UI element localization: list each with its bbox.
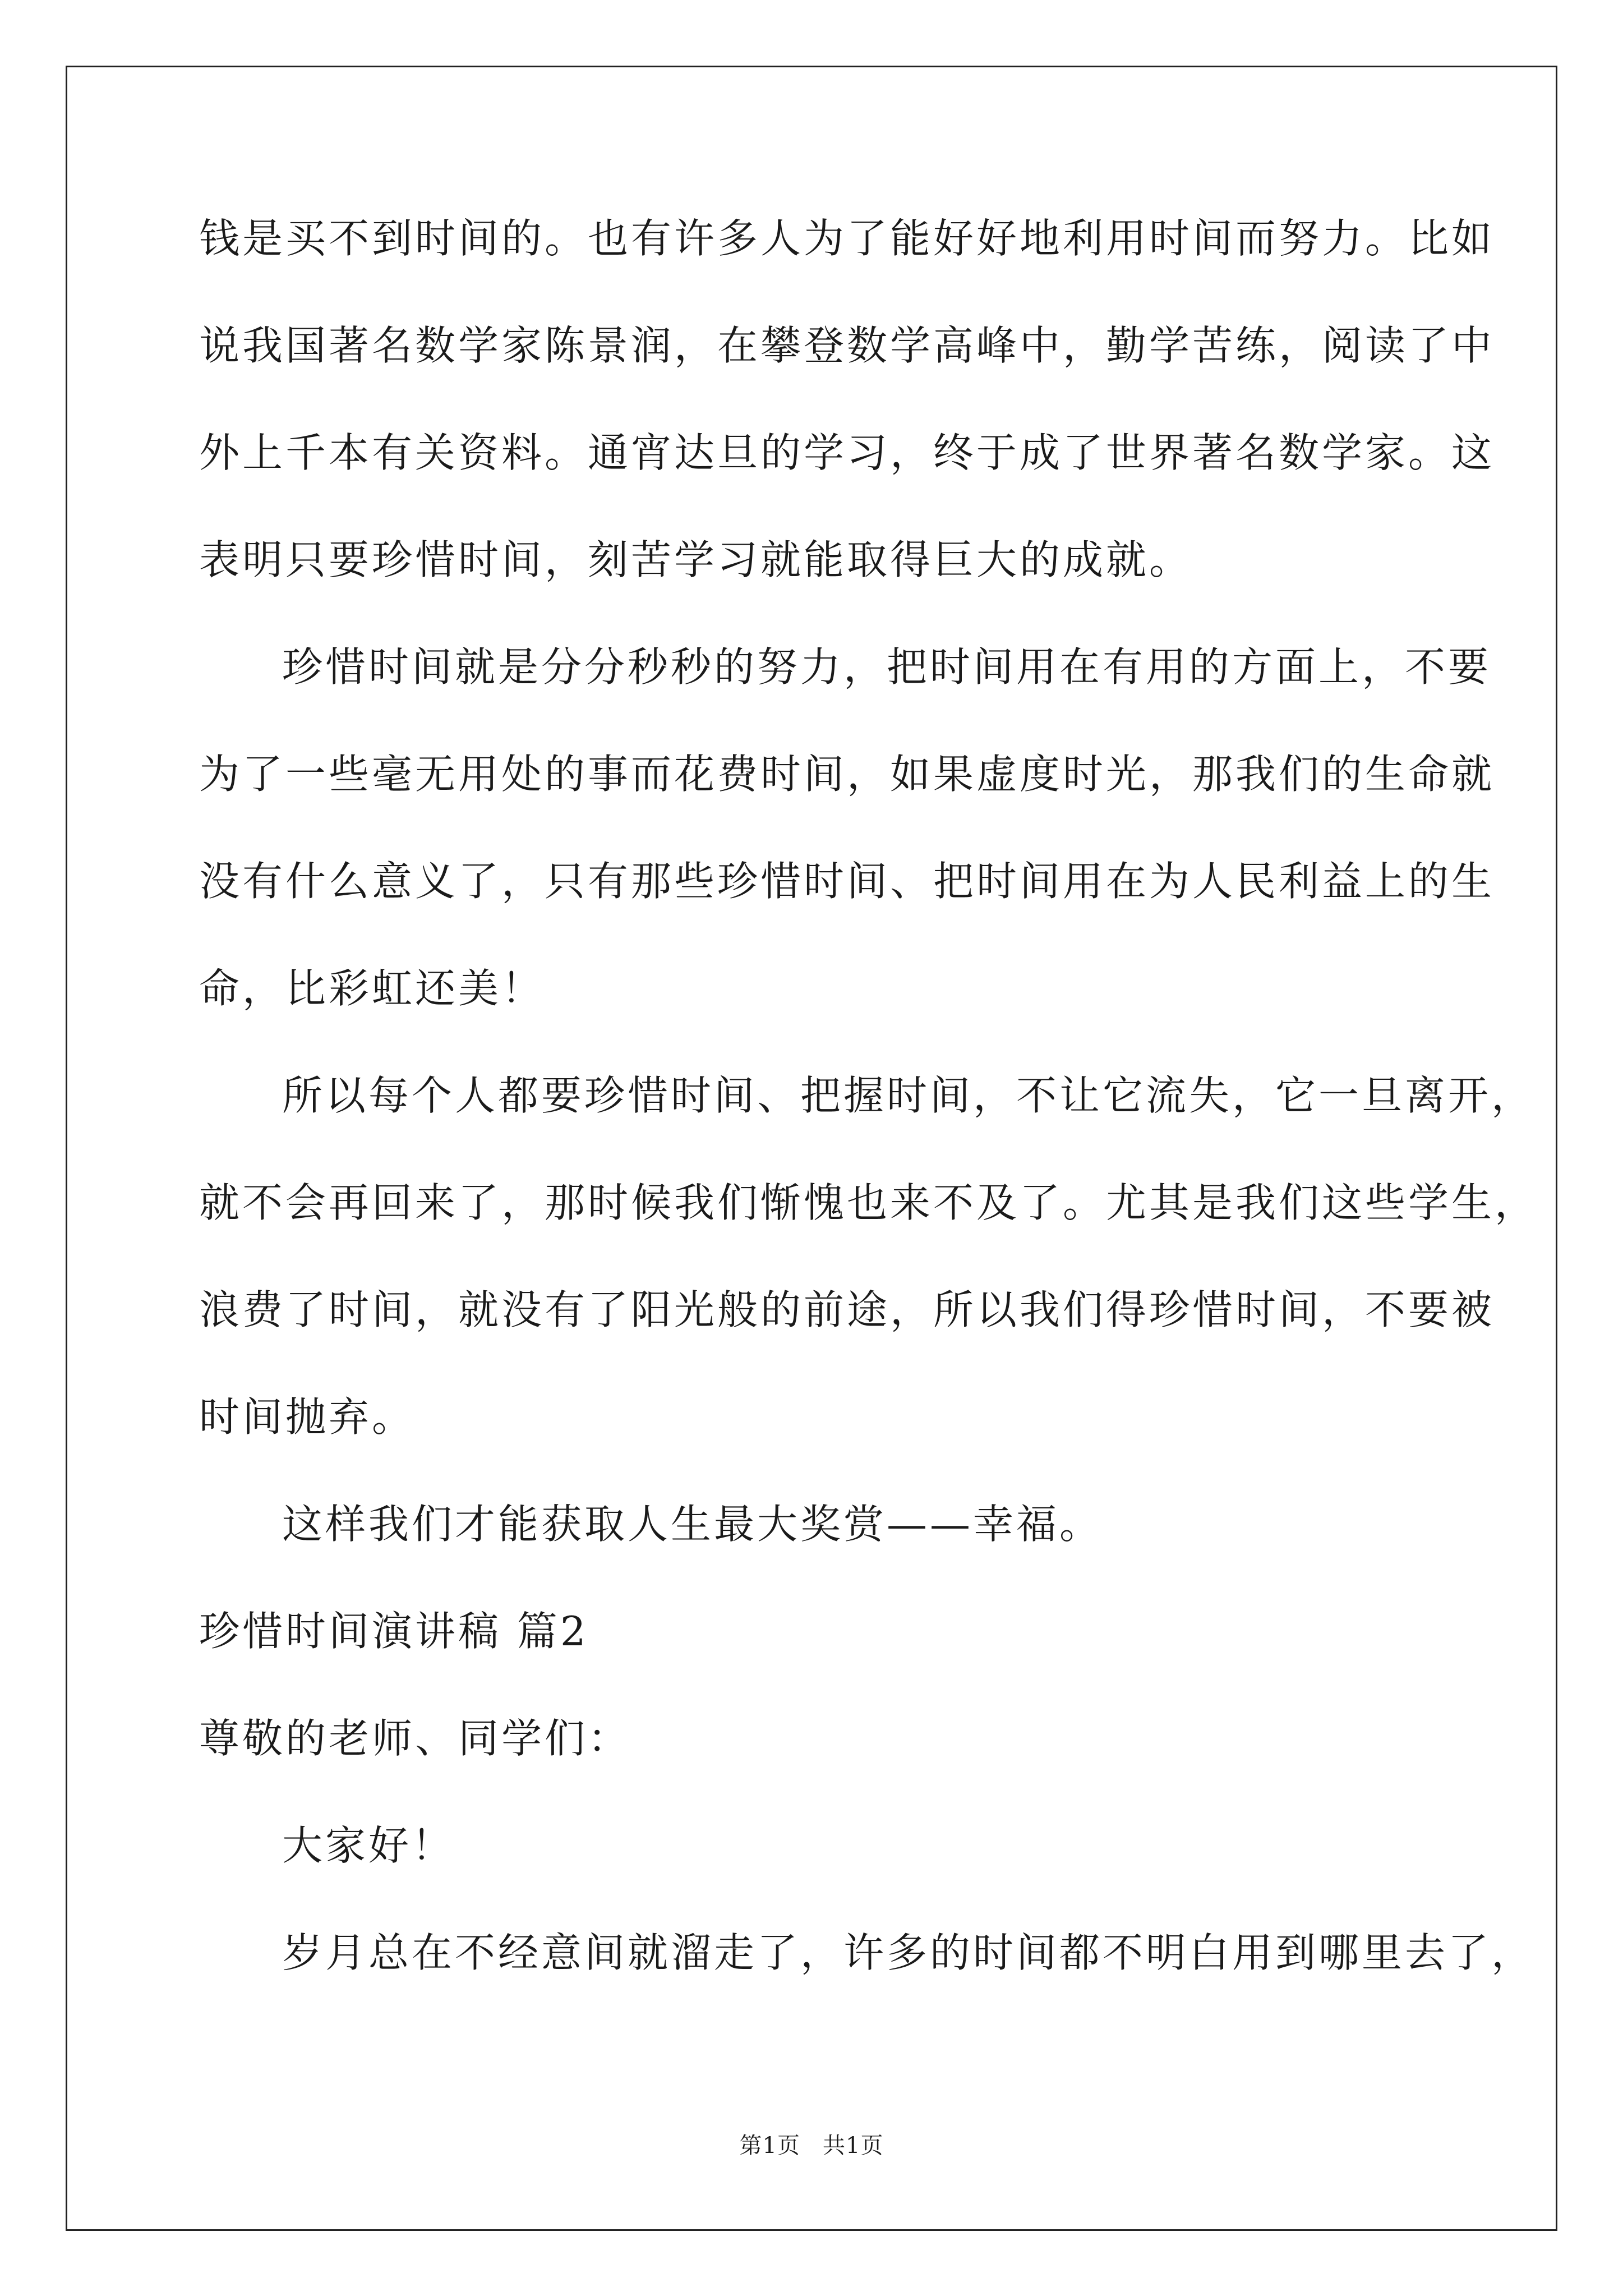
text-line: 外上千本有关资料。通宵达旦的学习，终于成了世界著名数学家。这 — [199, 429, 1495, 476]
salutation: 尊敬的老师、同学们： — [199, 1715, 631, 1762]
page-total: 共1页 — [823, 2133, 884, 2159]
text-line: 钱是买不到时间的。也有许多人为了能好好地利用时间而努力。比如 — [199, 215, 1495, 262]
text-line: 浪费了时间，就没有了阳光般的前途，所以我们得珍惜时间，不要被 — [199, 1286, 1495, 1333]
greeting: 大家好！ — [282, 1822, 455, 1869]
text-line: 没有什么意义了，只有那些珍惜时间、把时间用在为人民利益上的生 — [199, 858, 1495, 905]
page-footer — [0, 2132, 1623, 2160]
text-line: 命，比彩虹还美！ — [199, 965, 545, 1012]
text-line: 说我国著名数学家陈景润，在攀登数学高峰中，勤学苦练，阅读了中 — [199, 322, 1495, 369]
section-heading: 珍惜时间演讲稿 篇2 — [199, 1608, 589, 1655]
text-line: 珍惜时间就是分分秒秒的努力，把时间用在有用的方面上，不要 — [282, 643, 1492, 691]
text-line: 所以每个人都要珍惜时间、把握时间，不让它流失，它一旦离开， — [282, 1072, 1535, 1119]
text-line: 这样我们才能获取人生最大奖赏——幸福。 — [282, 1501, 1103, 1548]
page-border — [66, 66, 1557, 2231]
page-number: 第1页 — [739, 2133, 800, 2159]
text-line: 表明只要珍惜时间，刻苦学习就能取得巨大的成就。 — [199, 536, 1193, 583]
text-line: 为了一些毫无用处的事而花费时间，如果虚度时光，那我们的生命就 — [199, 751, 1495, 798]
text-line: 岁月总在不经意间就溜走了，许多的时间都不明白用到哪里去了， — [282, 1929, 1535, 1976]
text-line: 时间抛弃。 — [199, 1393, 416, 1441]
text-line: 就不会再回来了，那时候我们惭愧也来不及了。尤其是我们这些学生， — [199, 1179, 1538, 1226]
